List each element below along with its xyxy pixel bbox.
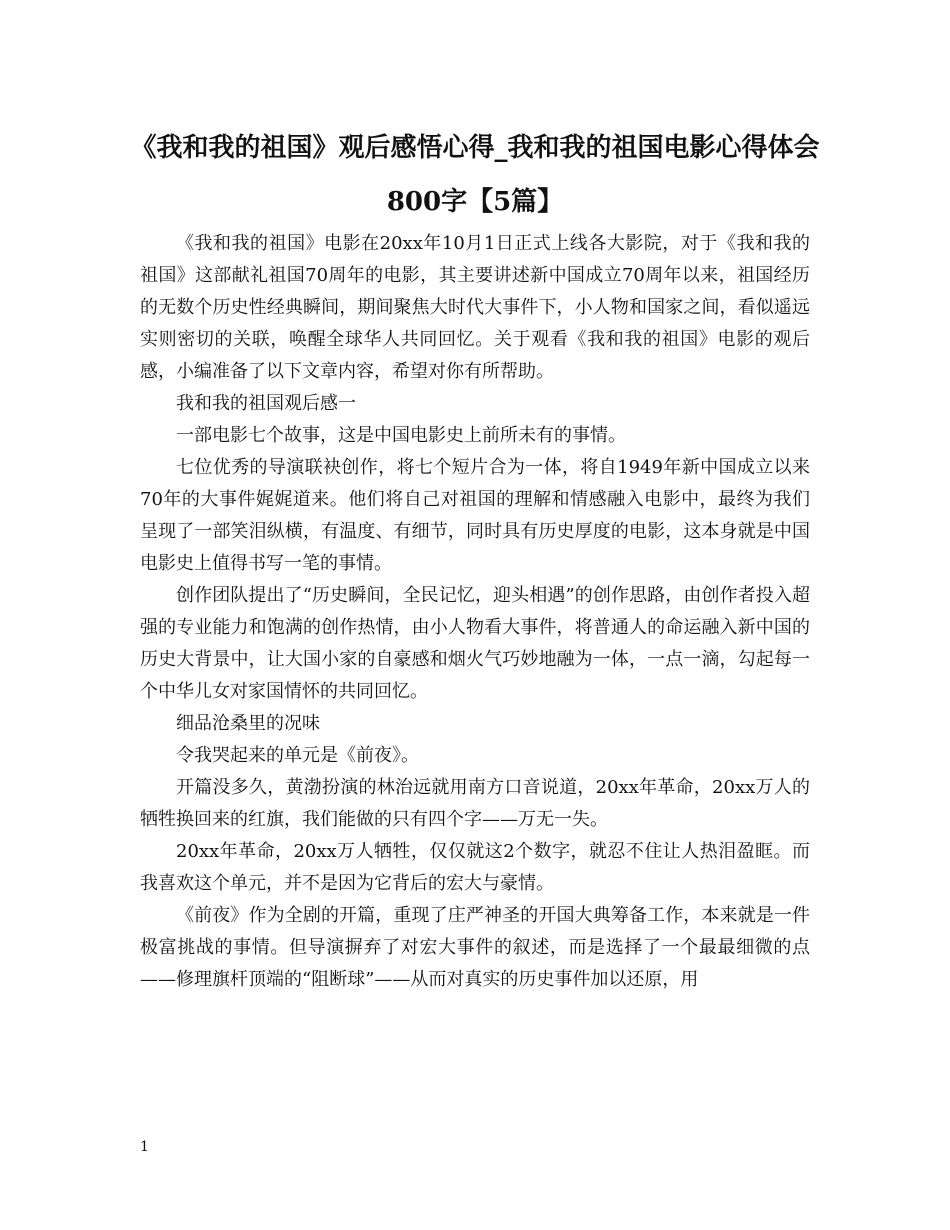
section-subheading: 细品沧桑里的况味 xyxy=(176,713,320,734)
page-number: 1 xyxy=(140,1139,149,1155)
document-title-line-2: 800字【5篇】 xyxy=(386,187,564,217)
paragraph: 创作团队提出了“历史瞬间，全民记忆，迎头相遇”的创作思路，由创作者投入超强的专业能力和饱满的创作热情，由小人物看大事件，将普通人的命运融入新中国的历史大背景中，让大国小家的自豪感和烟火气巧妙地融为一体，一点一滴，勾起每一个中华儿女对家国情怀的共同回忆。 xyxy=(140,585,810,702)
document-title-line-1: 《我和我的祖国》观后感悟心得_我和我的祖国电影心得体会 xyxy=(130,133,820,163)
paragraph: 七位优秀的导演联袂创作，将七个短片合为一体，将自1949年新中国成立以来70年的大事件娓娓道来。他们将自己对祖国的理解和情感融入电影中，最终为我们呈现了一部笑泪纵横，有温度、有细节，同时具有历史厚度的电影，这本身就是中国电影史上值得书写一笔的事情。 xyxy=(140,457,810,574)
paragraph-intro: 《我和我的祖国》电影在20xx年10月1日正式上线各大影院，对于《我和我的祖国》这部献礼祖国70周年的电影，其主要讲述新中国成立70周年以来，祖国经历的无数个历史性经典瞬间，期间聚焦大时代大事件下，小人物和国家之间，看似遥远实则密切的关联，唤醒全球华人共同回忆。关于观看《我和我的祖国》电影的观后感，小编准备了以下文章内容，希望对你有所帮助。 xyxy=(140,233,810,382)
paragraph: 令我哭起来的单元是《前夜》。 xyxy=(176,745,419,766)
document-body xyxy=(140,228,810,996)
paragraph: 一部电影七个故事，这是中国电影史上前所未有的事情。 xyxy=(176,425,626,446)
paragraph: 20xx年革命，20xx万人牺牲，仅仅就这2个数字，就忍不住让人热泪盈眶。而我喜欢这个单元，并不是因为它背后的宏大与豪情。 xyxy=(140,841,810,894)
paragraph: 开篇没多久，黄渤扮演的林治远就用南方口音说道，20xx年革命，20xx万人的牺牲换回来的红旗，我们能做的只有四个字——万无一失。 xyxy=(140,777,810,830)
paragraph: 《前夜》作为全剧的开篇，重现了庄严神圣的开国大典筹备工作，本来就是一件极富挑战的事情。但导演摒弃了对宏大事件的叙述，而是选择了一个最最细微的点——修理旗杆顶端的“阻断球”——从而对真实的历史事件加以还原，用 xyxy=(140,905,810,990)
section-heading-1: 我和我的祖国观后感一 xyxy=(176,393,356,414)
